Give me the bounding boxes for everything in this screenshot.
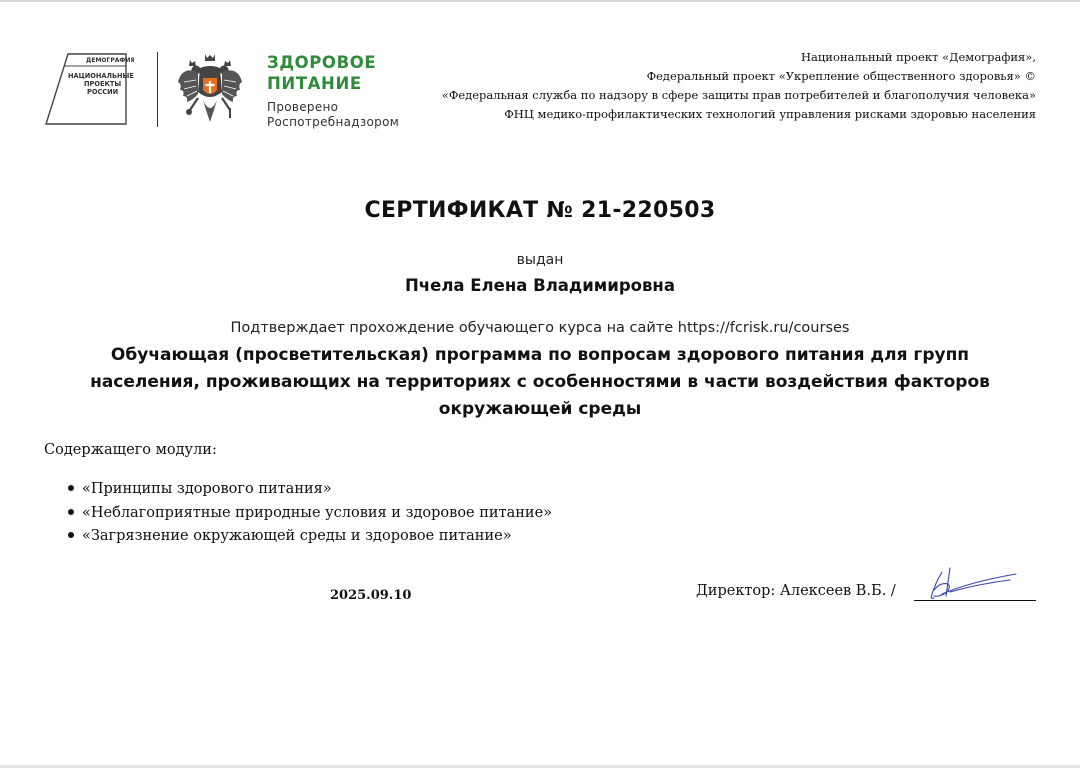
course-title-line: окружающей среды — [438, 399, 642, 419]
certificate-title: СЕРТИФИКАТ № 21-220503 — [364, 198, 716, 223]
header-organizations — [442, 48, 1036, 124]
brand-subtitle — [267, 100, 399, 130]
header-organization-line: «Федеральная служба по надзору в сфере защиты прав потребителей и благополучия человека» — [441, 88, 1036, 102]
certificate-date: 2025.09.10 — [330, 588, 412, 603]
course-title — [40, 342, 1040, 423]
logo-divider — [157, 52, 158, 127]
director-label: Директор: Алексеев В.Б. / — [696, 583, 896, 599]
issued-label: выдан — [516, 252, 564, 268]
confirmation-text: Подтверждает прохождение обучающего курса на сайте https://fcrisk.ru/courses — [230, 320, 850, 336]
signature-icon — [920, 560, 1020, 610]
demografia-logo-icon — [44, 52, 134, 128]
course-title-line: населения, проживающих на территориях с особенностями в части воздействия факторов — [90, 372, 990, 392]
brand-title-line: ЗДОРОВОЕ — [267, 53, 377, 72]
top-border — [0, 0, 1080, 2]
list-item: «Принципы здорового питания» — [66, 478, 552, 502]
header-organization-line: ФНЦ медико-профилактических технологий управления рисками здоровью населения — [504, 107, 1036, 121]
brand-title-line: ПИТАНИЕ — [267, 74, 362, 93]
list-item: «Неблагоприятные природные условия и здоровое питание» — [66, 502, 552, 526]
header-organization-line: Федеральный проект «Укрепление общественного здоровья» © — [646, 69, 1036, 83]
demografia-logo-line: ДЕМОГРАФИЯ — [86, 57, 134, 64]
course-title-line: Обучающая (просветительская) программа по вопросам здорового питания для групп — [110, 345, 970, 365]
coat-of-arms-icon — [176, 52, 244, 128]
demografia-logo-line: ПРОЕКТЫ — [84, 80, 122, 88]
modules-list — [66, 478, 552, 549]
demografia-logo-line: НАЦИОНАЛЬНЫЕ — [68, 72, 134, 80]
demografia-logo-line: РОССИИ — [87, 88, 119, 96]
brand-subtitle-line: Роспотребнадзором — [267, 115, 400, 129]
recipient-name: Пчела Елена Владимировна — [405, 276, 675, 295]
brand-subtitle-line: Проверено — [267, 100, 339, 114]
header-organization-line: Национальный проект «Демография», — [801, 50, 1036, 64]
brand-title — [267, 52, 376, 94]
modules-heading: Содержащего модули: — [44, 442, 217, 458]
list-item: «Загрязнение окружающей среды и здоровое питание» — [66, 525, 552, 549]
